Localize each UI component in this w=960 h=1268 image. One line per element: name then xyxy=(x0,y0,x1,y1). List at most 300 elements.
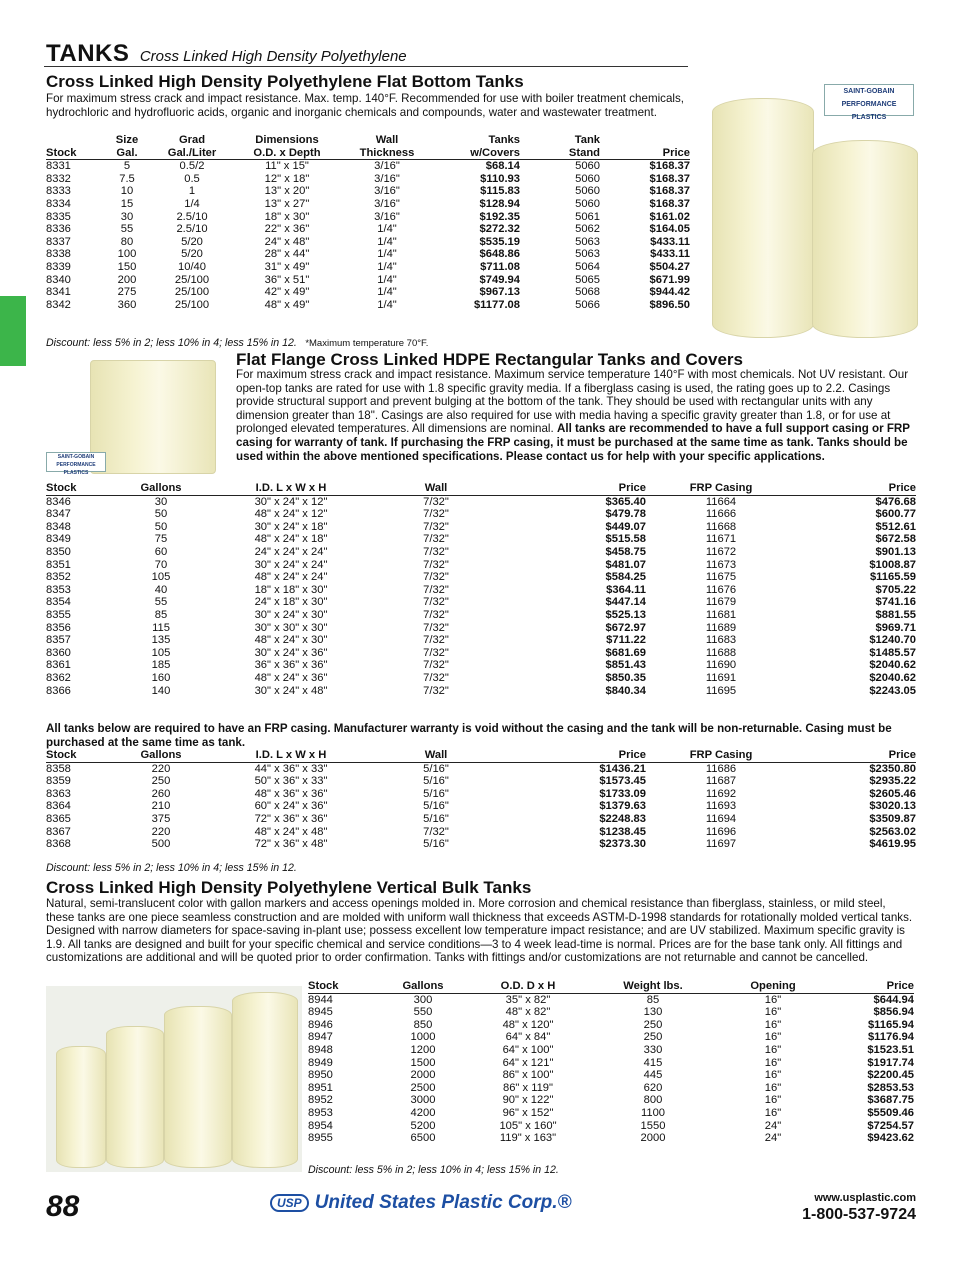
max-temp-note: *Maximum temperature 70°F. xyxy=(305,338,429,349)
table-row xyxy=(308,1082,914,1095)
frp-casing-note: All tanks below are required to have an FRP casing. Manufacturer warranty is void without the casing and the tank will be non-returnable. Casing must be purchased at the same time as tank. xyxy=(46,722,892,749)
table-cell: 30" x 24" x 48" xyxy=(254,684,328,697)
table-cell: 8337 xyxy=(46,235,71,248)
column-header: FRP Casing xyxy=(646,749,796,762)
table-row xyxy=(46,160,690,173)
table-cell: 72" x 36" x 48" xyxy=(254,838,328,851)
table-cell: 250 xyxy=(643,1031,663,1044)
brand-block xyxy=(270,1192,572,1214)
table-cell: 7/32" xyxy=(423,508,449,521)
column-header: Size xyxy=(115,134,139,146)
table-cell: 48" x 36" x 36" xyxy=(254,787,328,800)
table-cell: 275 xyxy=(117,286,137,299)
table-cell: 1200 xyxy=(410,1043,436,1056)
table-cell: $364.11 xyxy=(606,583,646,596)
table-cell: 8341 xyxy=(46,286,71,299)
section2-description-bold: All tanks are recommended to have a full support casing or FRP casing for warranty of tank. If purchasing the FRP casing, it must be purchased at the same time as tank. Tanks should be used within the above mentioned specifications. Please contact us for help with your specific applications. xyxy=(236,422,910,463)
table-cell: 8347 xyxy=(46,508,71,521)
table-cell: 16" xyxy=(764,1006,782,1019)
table-cell: 3/16" xyxy=(374,197,400,210)
table-cell: 5062 xyxy=(575,223,600,236)
website-link[interactable]: www.usplastic.com xyxy=(814,1192,916,1204)
table-cell: 7/32" xyxy=(423,583,449,596)
table-cell: 7/32" xyxy=(423,520,449,533)
table-cell: 8353 xyxy=(46,583,71,596)
table-cell: 11673 xyxy=(705,558,737,571)
column-header: Stock xyxy=(46,147,102,160)
section2-discount-note: Discount: less 5% in 2; less 10% in 4; less 15% in 12. xyxy=(46,862,297,874)
table-cell: 8948 xyxy=(308,1043,333,1056)
table-cell: 130 xyxy=(643,1006,663,1019)
table-cell: 8365 xyxy=(46,812,71,825)
table-cell: 3000 xyxy=(410,1094,436,1107)
table-cell: 3/16" xyxy=(374,210,400,223)
table-cell: 1/4 xyxy=(184,197,200,210)
table-cell: 8350 xyxy=(46,545,71,558)
table-cell: $504.27 xyxy=(649,260,690,273)
table-row xyxy=(46,286,690,299)
table-cell: 8950 xyxy=(308,1069,333,1082)
table-header-row xyxy=(46,147,690,160)
vertical-tank-shape xyxy=(164,1006,232,1168)
table-cell: 8357 xyxy=(46,634,71,647)
table-cell: 80 xyxy=(120,235,134,248)
table-cell: 2500 xyxy=(410,1081,436,1094)
column-header: Price xyxy=(796,482,916,495)
section3-table-wrap xyxy=(308,980,914,1145)
table-cell: 1550 xyxy=(640,1119,666,1132)
table-row xyxy=(46,571,916,584)
table-cell: $2248.83 xyxy=(599,812,646,825)
table-cell: 25/100 xyxy=(174,273,210,286)
table-cell: 48" x 82" xyxy=(505,1006,551,1019)
table-cell: 22" x 36" xyxy=(264,223,310,236)
table-cell: $644.94 xyxy=(873,993,914,1006)
table-cell: 16" xyxy=(764,1106,782,1119)
table-cell: 2000 xyxy=(410,1069,436,1082)
table-cell: 8944 xyxy=(308,993,333,1006)
table-cell: 1/4" xyxy=(377,248,397,261)
table-cell: $2563.02 xyxy=(869,825,916,838)
table-cell: 7.5 xyxy=(119,172,135,185)
frp-required-tanks-table xyxy=(46,749,916,851)
table-cell: 8332 xyxy=(46,172,71,185)
table-cell: 7/32" xyxy=(423,621,449,634)
table-row xyxy=(308,1006,914,1019)
table-cell: 7/32" xyxy=(423,671,449,684)
table-cell: 8367 xyxy=(46,825,71,838)
table-header-row xyxy=(308,980,914,993)
section3-title: Cross Linked High Density Polyethylene Vertical Bulk Tanks xyxy=(46,878,532,897)
table-cell: $1573.45 xyxy=(599,775,646,788)
section1-title: Cross Linked High Density Polyethylene Flat Bottom Tanks xyxy=(46,72,524,91)
table-cell: 44" x 36" x 33" xyxy=(254,762,328,775)
table-cell: 7/32" xyxy=(423,545,449,558)
column-header: Gal. xyxy=(102,147,152,160)
table-cell: 28" x 44" xyxy=(264,248,310,261)
table-row xyxy=(46,634,916,647)
table-cell: 11666 xyxy=(705,508,737,521)
section-tab-marker xyxy=(0,296,26,366)
table-cell: $2040.62 xyxy=(869,659,916,672)
table-cell: 48" x 24" x 30" xyxy=(254,634,328,647)
table-cell: 8342 xyxy=(46,298,71,311)
table-cell: $1165.94 xyxy=(867,1018,914,1031)
table-cell: 105 xyxy=(151,571,171,584)
table-cell: 5066 xyxy=(575,298,600,311)
table-cell: 250 xyxy=(643,1018,663,1031)
table-cell: 16" xyxy=(764,1056,782,1069)
table-cell: 415 xyxy=(643,1056,663,1069)
table-body xyxy=(46,160,690,312)
table-cell: 30" x 24" x 36" xyxy=(254,646,328,659)
table-cell: 8363 xyxy=(46,787,71,800)
table-row xyxy=(308,1069,914,1082)
saint-gobain-logo xyxy=(824,84,914,121)
table-cell: 2.5/10 xyxy=(176,210,208,223)
table-row xyxy=(46,299,690,312)
column-header xyxy=(46,134,102,147)
table-cell: 5/16" xyxy=(423,838,449,851)
table-cell: 7/32" xyxy=(423,495,449,508)
section1-footnotes xyxy=(46,333,428,351)
table-cell: 11694 xyxy=(705,812,737,825)
table-cell: $1917.74 xyxy=(867,1056,914,1069)
table-cell: 7/32" xyxy=(423,634,449,647)
table-cell: $128.94 xyxy=(479,197,520,210)
table-cell: 200 xyxy=(117,273,137,286)
table-cell: 11688 xyxy=(705,646,737,659)
table-cell: 4200 xyxy=(410,1106,436,1119)
table-cell: $525.13 xyxy=(605,608,646,621)
table-row xyxy=(308,1019,914,1032)
table-cell: $850.35 xyxy=(605,671,646,684)
column-header: Gal./Liter xyxy=(152,147,232,160)
table-cell: 8945 xyxy=(308,1006,333,1019)
table-row xyxy=(46,596,916,609)
table-cell: 10 xyxy=(120,185,134,198)
round-tank-image xyxy=(812,140,918,338)
table-row xyxy=(308,1057,914,1070)
table-cell: 16" xyxy=(764,1043,782,1056)
table-cell: 11689 xyxy=(705,621,737,634)
table-cell: 7/32" xyxy=(423,646,449,659)
column-header: Tanks xyxy=(488,134,520,146)
table-cell: 7/32" xyxy=(423,608,449,621)
table-cell: $481.07 xyxy=(605,558,646,571)
table-cell: $161.02 xyxy=(649,210,690,223)
column-header: Wall xyxy=(376,749,496,762)
section2-table2-wrap xyxy=(46,749,916,851)
table-cell: 445 xyxy=(643,1069,663,1082)
table-cell: 5/16" xyxy=(423,787,449,800)
table-cell: $681.69 xyxy=(605,646,646,659)
table-cell: 5060 xyxy=(575,160,600,173)
table-row xyxy=(46,274,690,287)
table-cell: $856.94 xyxy=(873,1006,914,1019)
table-cell: $5509.46 xyxy=(867,1106,914,1119)
table-row xyxy=(46,672,916,685)
table-row xyxy=(46,559,916,572)
table-cell: 8359 xyxy=(46,775,71,788)
table-cell: $2373.30 xyxy=(599,838,646,851)
table-cell: 620 xyxy=(643,1081,663,1094)
table-row xyxy=(46,622,916,635)
table-body xyxy=(46,762,916,851)
table-cell: $479.78 xyxy=(605,508,646,521)
table-cell: 11676 xyxy=(705,583,737,596)
table-cell: $7254.57 xyxy=(867,1119,914,1132)
column-header: Stock xyxy=(46,749,116,762)
column-header: Thickness xyxy=(342,147,432,160)
table-cell: 3/16" xyxy=(374,185,400,198)
table-row xyxy=(308,993,914,1006)
table-cell: 8340 xyxy=(46,273,71,286)
table-cell: $1176.94 xyxy=(867,1031,914,1044)
column-header: Opening xyxy=(718,980,828,993)
table-cell: 1/4" xyxy=(377,273,397,286)
table-cell: 5060 xyxy=(575,197,600,210)
table-row xyxy=(46,185,690,198)
table-cell: 11679 xyxy=(705,596,737,609)
column-header: Stand xyxy=(520,147,600,160)
table-cell: 7/32" xyxy=(423,684,449,697)
table-cell: 85 xyxy=(646,993,660,1006)
table-cell: $1008.87 xyxy=(869,558,916,571)
table-cell: 8348 xyxy=(46,520,71,533)
rectangular-tanks-table xyxy=(46,482,916,697)
table-cell: 30" x 24" x 30" xyxy=(254,608,328,621)
table-cell: 11691 xyxy=(705,671,737,684)
table-cell: 1/4" xyxy=(377,286,397,299)
table-cell: 5060 xyxy=(575,185,600,198)
table-cell: 16" xyxy=(764,1018,782,1031)
table-cell: $168.37 xyxy=(649,160,690,173)
table-cell: 1/4" xyxy=(377,298,397,311)
table-row xyxy=(46,236,690,249)
table-cell: $1523.51 xyxy=(867,1043,914,1056)
table-cell: 48" x 24" x 36" xyxy=(254,671,328,684)
table-cell: 220 xyxy=(151,825,171,838)
table-row xyxy=(46,609,916,622)
table-cell: 11675 xyxy=(705,571,737,584)
table-cell: $648.86 xyxy=(479,248,520,261)
table-cell: 5068 xyxy=(575,286,600,299)
table-cell: 0.5/2 xyxy=(179,160,205,173)
table-row xyxy=(46,508,916,521)
table-cell: $901.13 xyxy=(875,545,916,558)
table-row xyxy=(46,762,916,775)
flat-bottom-tanks-table xyxy=(46,134,690,311)
table-cell: $449.07 xyxy=(605,520,646,533)
table-cell: 5/16" xyxy=(423,800,449,813)
table-cell: 25/100 xyxy=(174,298,210,311)
table-cell: $433.11 xyxy=(650,248,690,261)
table-row xyxy=(46,685,916,698)
table-cell: 500 xyxy=(151,838,171,851)
table-cell: 48" x 24" x 24" xyxy=(254,571,328,584)
table-cell: $749.94 xyxy=(479,273,520,286)
table-row xyxy=(308,1120,914,1133)
table-cell: 64" x 121" xyxy=(502,1056,554,1069)
table-cell: 1 xyxy=(188,185,196,198)
table-cell: $705.22 xyxy=(875,583,916,596)
table-row xyxy=(308,1044,914,1057)
table-cell: $672.58 xyxy=(875,533,916,546)
table-cell: 360 xyxy=(117,298,137,311)
column-header: Price xyxy=(600,147,690,160)
page-number: 88 xyxy=(46,1190,80,1223)
table-cell: 8334 xyxy=(46,197,71,210)
table-cell: 18" x 18" x 30" xyxy=(254,583,328,596)
table-cell: 375 xyxy=(151,812,171,825)
table-cell: $168.37 xyxy=(649,185,690,198)
table-cell: $3020.13 xyxy=(869,800,916,813)
table-cell: $447.14 xyxy=(605,596,646,609)
table-cell: $515.58 xyxy=(605,533,646,546)
table-cell: 160 xyxy=(151,671,171,684)
page-header xyxy=(46,40,407,68)
column-header: Gallons xyxy=(116,749,206,762)
table-cell: 13" x 20" xyxy=(264,185,310,198)
discount-note: Discount: less 5% in 2; less 10% in 4; less 15% in 12. xyxy=(46,337,297,349)
table-cell: 11693 xyxy=(705,800,737,813)
section3-description: Natural, semi-translucent color with gallon markers and access openings molded in. More corrosion and chemical resistance than fiberglass, stainless, or mild steel, these tanks are one piece seamless construction and are molded with uniform wall thickness that exceeds ASTM-D-1998 standards for rotationally molded vertical tanks. Designed with narrow diameters for space-saving in-plant use; possess excellent low temperature impact resistance; and are UV stabilized. Maximum specific gravity is 1.9. All tanks are designed and built for your specific chemical and service conditions—3 to 4 week lead-time is normal. Prices are for the base tank only. All fittings and customizations are additional and will be quoted prior to order confirmation. Tanks with fittings and/or customizations are not returnable and cannot be cancelled. xyxy=(46,897,913,965)
table-cell: 5064 xyxy=(575,260,600,273)
table-cell: 10/40 xyxy=(178,260,206,273)
table-cell: 8946 xyxy=(308,1018,333,1031)
table-cell: 11" x 15" xyxy=(265,160,309,173)
table-cell: 50 xyxy=(154,508,168,521)
table-cell: 1500 xyxy=(410,1056,436,1069)
table-cell: 48" x 24" x 48" xyxy=(254,825,328,838)
table-cell: 11668 xyxy=(705,520,737,533)
table-cell: 11697 xyxy=(705,838,737,851)
table-cell: 140 xyxy=(151,684,171,697)
table-cell: $1238.45 xyxy=(599,825,646,838)
table-cell: 11690 xyxy=(705,659,737,672)
table-row xyxy=(46,826,916,839)
vertical-tank-shape xyxy=(56,1046,106,1168)
table-cell: 11696 xyxy=(705,825,737,838)
table-cell: $851.43 xyxy=(605,659,646,672)
tall-tank-image xyxy=(712,98,814,338)
phone-number: 1-800-537-9724 xyxy=(802,1206,916,1223)
table-cell: 5060 xyxy=(575,172,600,185)
table-cell: 36" x 36" x 36" xyxy=(254,659,328,672)
table-cell: $9423.62 xyxy=(867,1132,914,1145)
table-cell: 8360 xyxy=(46,646,71,659)
page-title: TANKS xyxy=(46,40,130,67)
table-row xyxy=(46,533,916,546)
section3-discount-note: Discount: less 5% in 2; less 10% in 4; less 15% in 12. xyxy=(308,1164,559,1176)
table-row xyxy=(46,223,690,236)
table-row xyxy=(308,1107,914,1120)
table-cell: 1000 xyxy=(410,1031,436,1044)
table-row xyxy=(46,584,916,597)
table-cell: $600.77 xyxy=(875,508,916,521)
table-header-row xyxy=(46,749,916,762)
table-cell: 11681 xyxy=(705,608,737,621)
table-cell: 16" xyxy=(764,1069,782,1082)
table-body xyxy=(46,495,916,697)
table-cell: 8954 xyxy=(308,1119,333,1132)
brand-name: United States Plastic Corp.® xyxy=(314,1192,572,1213)
table-row xyxy=(46,800,916,813)
table-row xyxy=(46,775,916,788)
table-cell: 48" x 24" x 12" xyxy=(254,508,328,521)
table-cell: 8953 xyxy=(308,1106,333,1119)
table-cell: $1240.70 xyxy=(869,634,916,647)
table-cell: $110.93 xyxy=(480,172,520,185)
table-cell: 105 xyxy=(151,646,171,659)
table-cell: 16" xyxy=(764,1094,782,1107)
table-cell: 105" x 160" xyxy=(499,1119,557,1132)
table-cell: 5200 xyxy=(410,1119,436,1132)
table-cell: 8336 xyxy=(46,223,71,236)
table-row xyxy=(308,1132,914,1145)
table-cell: $969.71 xyxy=(875,621,916,634)
table-cell: 8358 xyxy=(46,762,71,775)
table-cell: $944.42 xyxy=(649,286,690,299)
table-cell: 16" xyxy=(764,1031,782,1044)
table-cell: $433.11 xyxy=(650,235,690,248)
table-cell: 185 xyxy=(151,659,171,672)
table-cell: $365.40 xyxy=(605,495,646,508)
table-header-row xyxy=(46,482,916,495)
table-cell: 1/4" xyxy=(377,235,397,248)
table-row xyxy=(46,813,916,826)
section2-table-wrap xyxy=(46,482,916,697)
header-divider xyxy=(44,66,688,67)
table-cell: 8346 xyxy=(46,495,71,508)
table-cell: 30 xyxy=(120,210,134,223)
table-cell: 1100 xyxy=(640,1106,666,1119)
table-cell: 5065 xyxy=(575,273,600,286)
table-row xyxy=(46,659,916,672)
table-cell: 31" x 49" xyxy=(264,260,310,273)
table-cell: $711.08 xyxy=(480,260,520,273)
table-cell: $168.37 xyxy=(649,197,690,210)
table-cell: 7/32" xyxy=(423,533,449,546)
page-subtitle: Cross Linked High Density Polyethylene xyxy=(139,48,407,65)
table-cell: 11672 xyxy=(705,545,737,558)
saint-gobain-logo-small xyxy=(46,452,106,476)
table-cell: 8351 xyxy=(46,558,71,571)
table-cell: 25/100 xyxy=(174,286,210,299)
table-row xyxy=(308,1031,914,1044)
column-header: I.D. L x W x H xyxy=(206,749,376,762)
vertical-tank-shape xyxy=(106,1026,164,1168)
table-cell: 8331 xyxy=(46,160,71,173)
table-cell: 12" x 18" xyxy=(264,172,310,185)
table-cell: 18" x 30" xyxy=(264,210,310,223)
table-cell: $512.61 xyxy=(875,520,916,533)
table-cell: 24" xyxy=(764,1132,782,1145)
table-row xyxy=(46,546,916,559)
table-cell: $896.50 xyxy=(649,298,690,311)
table-row xyxy=(46,495,916,508)
vertical-bulk-tanks-table xyxy=(308,980,914,1145)
table-cell: 100 xyxy=(117,248,137,261)
table-row xyxy=(46,211,690,224)
table-cell: $168.37 xyxy=(649,172,690,185)
table-cell: 7/32" xyxy=(423,571,449,584)
table-cell: 8947 xyxy=(308,1031,333,1044)
table-cell: $115.83 xyxy=(480,185,520,198)
logo-text: SAINT-GOBAIN PERFORMANCE PLASTICS xyxy=(841,88,897,121)
table-cell: 8352 xyxy=(46,571,71,584)
